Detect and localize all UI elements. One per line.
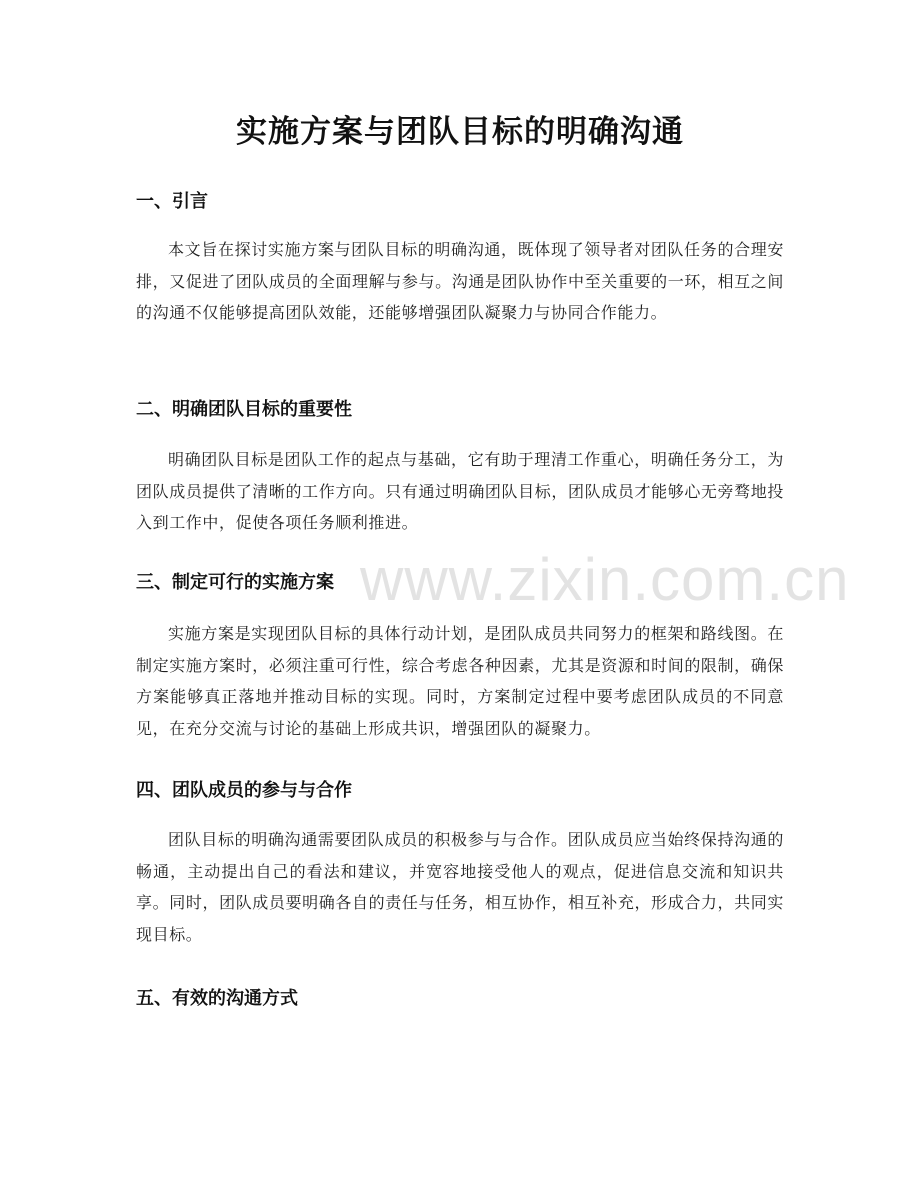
watermark: www.zixin.com.cn	[360, 546, 850, 613]
section-paragraph-importance: 明确团队目标是团队工作的起点与基础，它有助于理清工作重心，明确任务分工，为团队成员提供了清晰的工作方向。只有通过明确团队目标，团队成员才能够心无旁骛地投入到工作中，促使各项任务顺利推进。	[136, 450, 784, 533]
section-paragraph-plan: 实施方案是实现团队目标的具体行动计划，是团队成员共同努力的框架和路线图。在制定实施方案时，必须注重可行性，综合考虑各种因素，尤其是资源和时间的限制，确保方案能够真正落地并推动目标的实现。同时，方案制定过程中要考虑团队成员的不同意见，在充分交流与讨论的基础上形成共识，增强团队的凝聚力。	[136, 624, 784, 738]
section-heading-importance: 二、明确团队目标的重要性	[136, 399, 352, 420]
section-paragraph-participation: 团队目标的明确沟通需要团队成员的积极参与与合作。团队成员应当始终保持沟通的畅通，主动提出自己的看法和建议，并宽容地接受他人的观点，促进信息交流和知识共享。同时，团队成员要明确各自的责任与任务，相互协作，相互补充，形成合力，共同实现目标。	[136, 830, 784, 944]
section-paragraph-intro: 本文旨在探讨实施方案与团队目标的明确沟通，既体现了领导者对团队任务的合理安排，又促进了团队成员的全面理解与参与。沟通是团队协作中至关重要的一环，相互之间的沟通不仅能够提高团队效能，还能够增强团队凝聚力与协同合作能力。	[136, 240, 784, 323]
section-heading-plan: 三、制定可行的实施方案	[136, 572, 334, 593]
section-heading-communication: 五、有效的沟通方式	[136, 988, 298, 1009]
document-title: 实施方案与团队目标的明确沟通	[236, 114, 684, 150]
section-heading-participation: 四、团队成员的参与与合作	[136, 780, 352, 801]
section-heading-intro: 一、引言	[136, 191, 208, 212]
